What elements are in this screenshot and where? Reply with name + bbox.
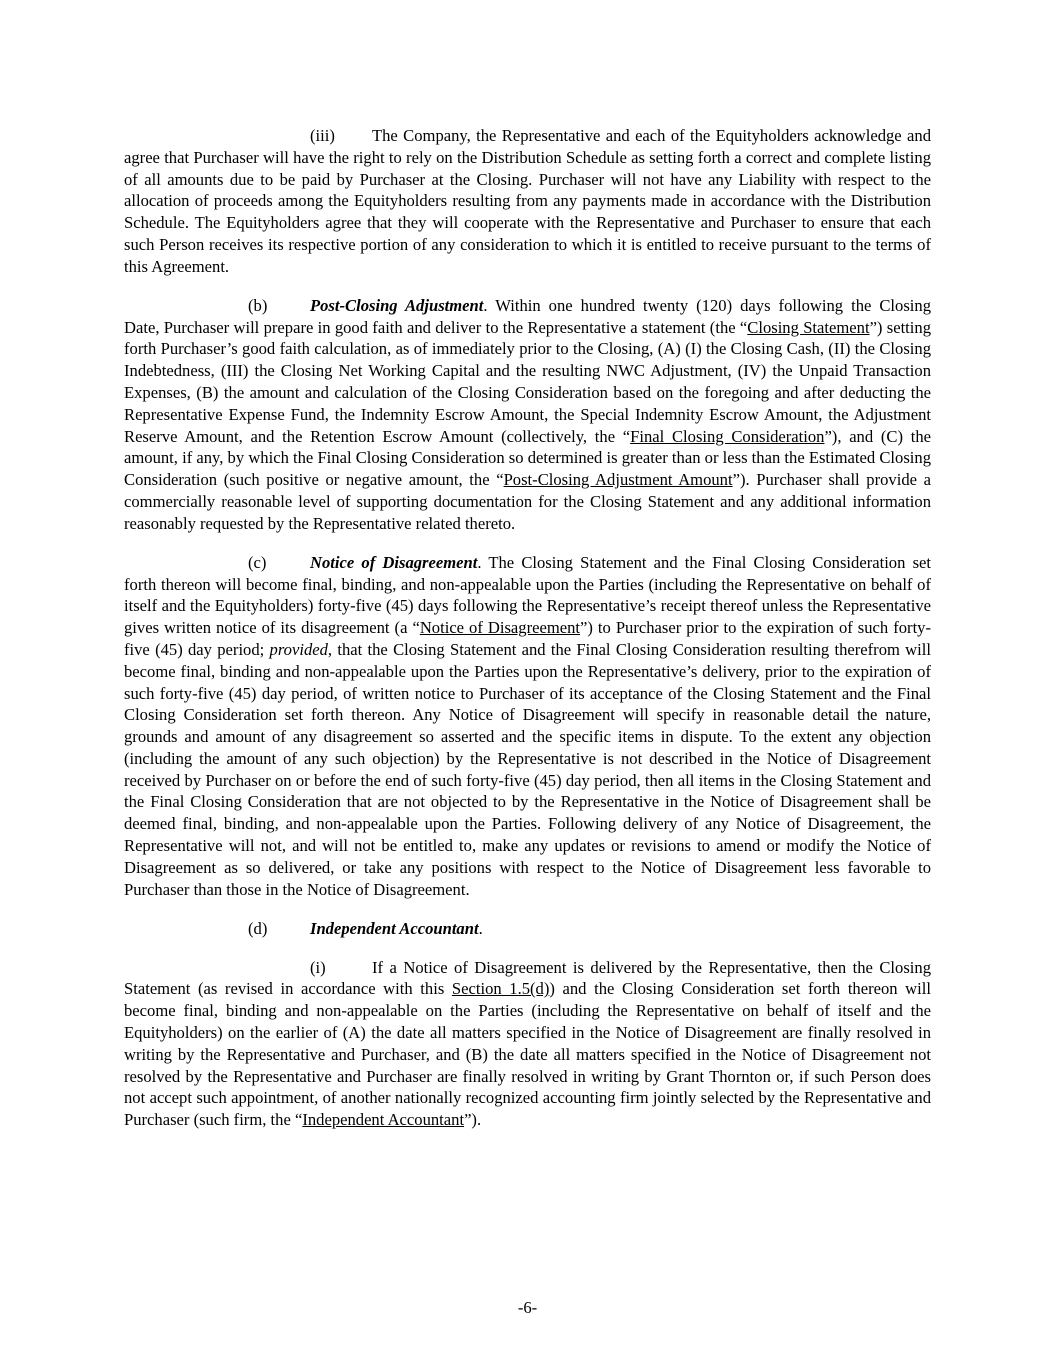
section-title: Independent Accountant [310, 918, 479, 938]
defined-term-post-closing-adjustment-amount: Post-Closing Adjustment Amount [503, 470, 733, 490]
paragraph-a-iii [124, 125, 931, 278]
defined-term-notice-of-disagreement: Notice of Disagreement [419, 618, 581, 638]
section-title: Notice of Disagreement [310, 552, 478, 572]
clause-text: ”), and (C) the amount, if any, by which the Final Closing Consideration so determined is greater than or less than the Estimated Closing Consideration (such positive or negative amount, the “ [124, 426, 931, 490]
defined-term-final-closing-consideration: Final Closing Consideration [630, 426, 825, 446]
clause-text: If a Notice of Disagreement is delivered by the Representative, then the Closing Statement (as revised in accordance with this [124, 957, 931, 999]
clause-text: . The Closing Statement and the Final Closing Consideration set forth thereon will become final, binding, and non-appealable upon the Parties (including the Representative on behalf of itself and the Equityholders) forty-five (45) days following the Representative’s receipt thereof unless the Representative gives written notice of its disagreement (a “ [124, 552, 931, 638]
clause-text: . [478, 918, 483, 938]
clause-text: ”) setting forth Purchaser’s good faith calculation, as of immediately prior to the Closing, (A) (I) the Closing Cash, (II) the Closing Indebtedness, (III) the Closing Net Working Capital and the resulting NWC Adjustment, (IV) the Unpaid Transaction Expenses, (B) the amount and calculation of the Closing Consideration based on the foregoing and after deducting the Representative Expense Fund, the Indemnity Escrow Amount, the Special Indemnity Escrow Amount, the Adjustment Reserve Amount, and the Retention Escrow Amount (collectively, the “ [124, 317, 931, 446]
paragraph-d-i [124, 957, 931, 1131]
document-page [124, 125, 931, 1148]
page-number: -6- [517, 1298, 538, 1317]
clause-number: (b) [248, 295, 268, 315]
clause-text: ) and the Closing Consideration set forth thereon will become final, binding and non-appealable on the Parties (including the Representative on behalf of itself and the Equityholders) on the earlier of (A) the date all matters specified in the Notice of Disagreement are finally resolved in writing by the Representative and Purchaser, and (B) the date all matters specified in the Notice of Disagreement not resolved by the Representative and Purchaser are finally resolved in writing by Grant Thornton or, if such Person does not accept such appointment, of another nationally recognized accounting firm jointly selected by the Representative and Purchaser (such firm, the “ [124, 979, 932, 1130]
paragraph-c-notice-of-disagreement [124, 552, 931, 901]
clause-text: ”) to Purchaser prior to the expiration of such forty-five (45) day period; [124, 618, 932, 659]
section-title: Post-Closing Adjustment [310, 295, 484, 315]
clause-text: ”). Purchaser shall provide a commercially reasonable level of supporting documentation for the Closing Statement and any additional information reasonably requested by the Representative related thereto. [124, 470, 931, 533]
clause-number: (d) [248, 918, 268, 938]
paragraph-b-post-closing-adjustment [124, 295, 931, 535]
clause-text: , that the Closing Statement and the Final Closing Consideration resulting therefrom will become final, binding and non-appealable upon the Parties upon the Representative’s delivery, prior to the expiration of such forty-five (45) day period, of written notice to Purchaser of its acceptance of the Closing Statement and the Final Closing Consideration set forth thereon. Any Notice of Disagreement will specify in reasonable detail the nature, grounds and amount of any disagreement so asserted and the specific items in dispute. To the extent any objection (including the amount of any such objection) by the Representative is not described in the Notice of Disagreement received by Purchaser on or before the end of such forty-five (45) day period, then all items in the Closing Statement and the Final Closing Consideration that are not objected to by the Representative in the Notice of Disagreement shall be deemed final, binding, and non-appealable upon the Parties. Following delivery of any Notice of Disagreement, the Representative will not, and will not be entitled to, make any updates or revisions to amend or modify the Notice of Disagreement as so delivered, or take any positions with respect to the Notice of Disagreement less favorable to Purchaser than those in the Notice of Disagreement. [124, 639, 931, 899]
section-reference-link: Section 1.5(d) [451, 979, 550, 999]
clause-text: . Within one hundred twenty (120) days following the Closing Date, Purchaser will prepare in good faith and deliver to the Representative a statement (the “ [124, 295, 931, 337]
defined-term-closing-statement: Closing Statement [747, 317, 870, 337]
clause-number: (i) [310, 957, 326, 977]
italic-provided: provided [269, 639, 328, 659]
clause-number: (c) [248, 552, 267, 572]
clause-text: The Company, the Representative and each of the Equityholders acknowledge and agree that Purchaser will have the right to rely on the Distribution Schedule as setting forth a correct and complete listing of all amounts due to be paid by Purchaser at the Closing. Purchaser will not have any Liability with respect to the allocation of proceeds among the Equityholders resulting from any payments made in accordance with the Distribution Schedule. The Equityholders agree that they will cooperate with the Representative and Purchaser to ensure that each such Person receives its respective portion of any consideration to which it is entitled to receive pursuant to the terms of this Agreement. [124, 126, 931, 276]
clause-text: ”). [464, 1110, 482, 1130]
paragraph-d-independent-accountant [124, 918, 931, 940]
clause-number: (iii) [310, 126, 335, 145]
defined-term-independent-accountant: Independent Accountant [302, 1110, 465, 1130]
